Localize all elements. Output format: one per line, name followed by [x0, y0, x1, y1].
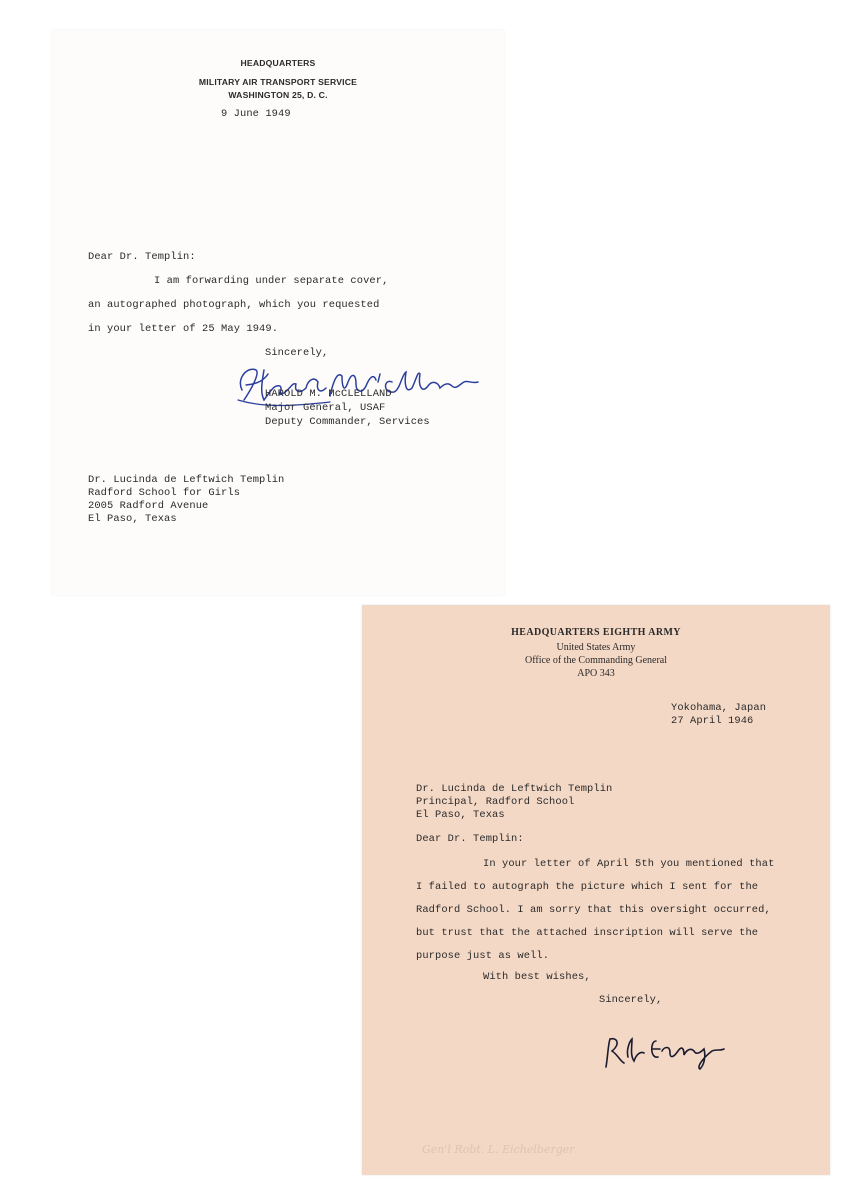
signatory-rank: Major General, USAF [265, 402, 386, 414]
body-line-5: purpose just as well. [416, 950, 550, 962]
pencil-note: Gen'l Robt. L. Eichelberger [422, 1143, 575, 1156]
letter-place: Yokohama, Japan [671, 702, 767, 714]
letterhead-line-2: MILITARY AIR TRANSPORT SERVICE [198, 77, 358, 87]
letter-mats-1949 [52, 30, 504, 595]
body-line-1: In your letter of April 5th you mentioned that [483, 858, 775, 870]
signature-mcclelland [234, 360, 484, 408]
address-line-1: Dr. Lucinda de Leftwich Templin [88, 474, 285, 486]
address-line-1: Dr. Lucinda de Leftwich Templin [416, 783, 613, 795]
letterhead-line-1: United States Army [556, 642, 636, 653]
address-line-2: Radford School for Girls [88, 487, 241, 499]
body-line-4: but trust that the attached inscription will serve the [416, 927, 759, 939]
body-line-2: an autographed photograph, which you requested [88, 299, 380, 311]
closing: Sincerely, [599, 994, 663, 1006]
address-line-2: Principal, Radford School [416, 796, 575, 808]
salutation: Dear Dr. Templin: [88, 251, 196, 263]
signatory-name: HAROLD M. McCLELLAND [265, 388, 392, 400]
closing: Sincerely, [265, 347, 329, 359]
wishes: With best wishes, [483, 971, 591, 983]
address-line-3: 2005 Radford Avenue [88, 500, 209, 512]
letterhead-line-2: Office of the Commanding General [525, 655, 667, 666]
body-line-3: in your letter of 25 May 1949. [88, 323, 279, 335]
letterhead-line-3: WASHINGTON 25, D. C. [228, 90, 328, 100]
letter-date: 27 April 1946 [671, 715, 754, 727]
address-line-3: El Paso, Texas [416, 809, 505, 821]
letterhead-line-3: APO 343 [577, 668, 615, 679]
letter-date: 9 June 1949 [221, 108, 291, 120]
address-line-4: El Paso, Texas [88, 513, 177, 525]
letterhead-title: HEADQUARTERS EIGHTH ARMY [511, 627, 681, 638]
signatory-title: Deputy Commander, Services [265, 416, 430, 428]
salutation: Dear Dr. Templin: [416, 833, 524, 845]
letterhead-line-1: HEADQUARTERS [240, 58, 316, 68]
signature-eichelberger [600, 1033, 730, 1073]
body-line-2: I failed to autograph the picture which I sent for the [416, 881, 759, 893]
body-line-1: I am forwarding under separate cover, [154, 275, 389, 287]
letter-eighth-army-1946 [362, 605, 830, 1175]
body-line-3: Radford School. I am sorry that this oversight occurred, [416, 904, 771, 916]
